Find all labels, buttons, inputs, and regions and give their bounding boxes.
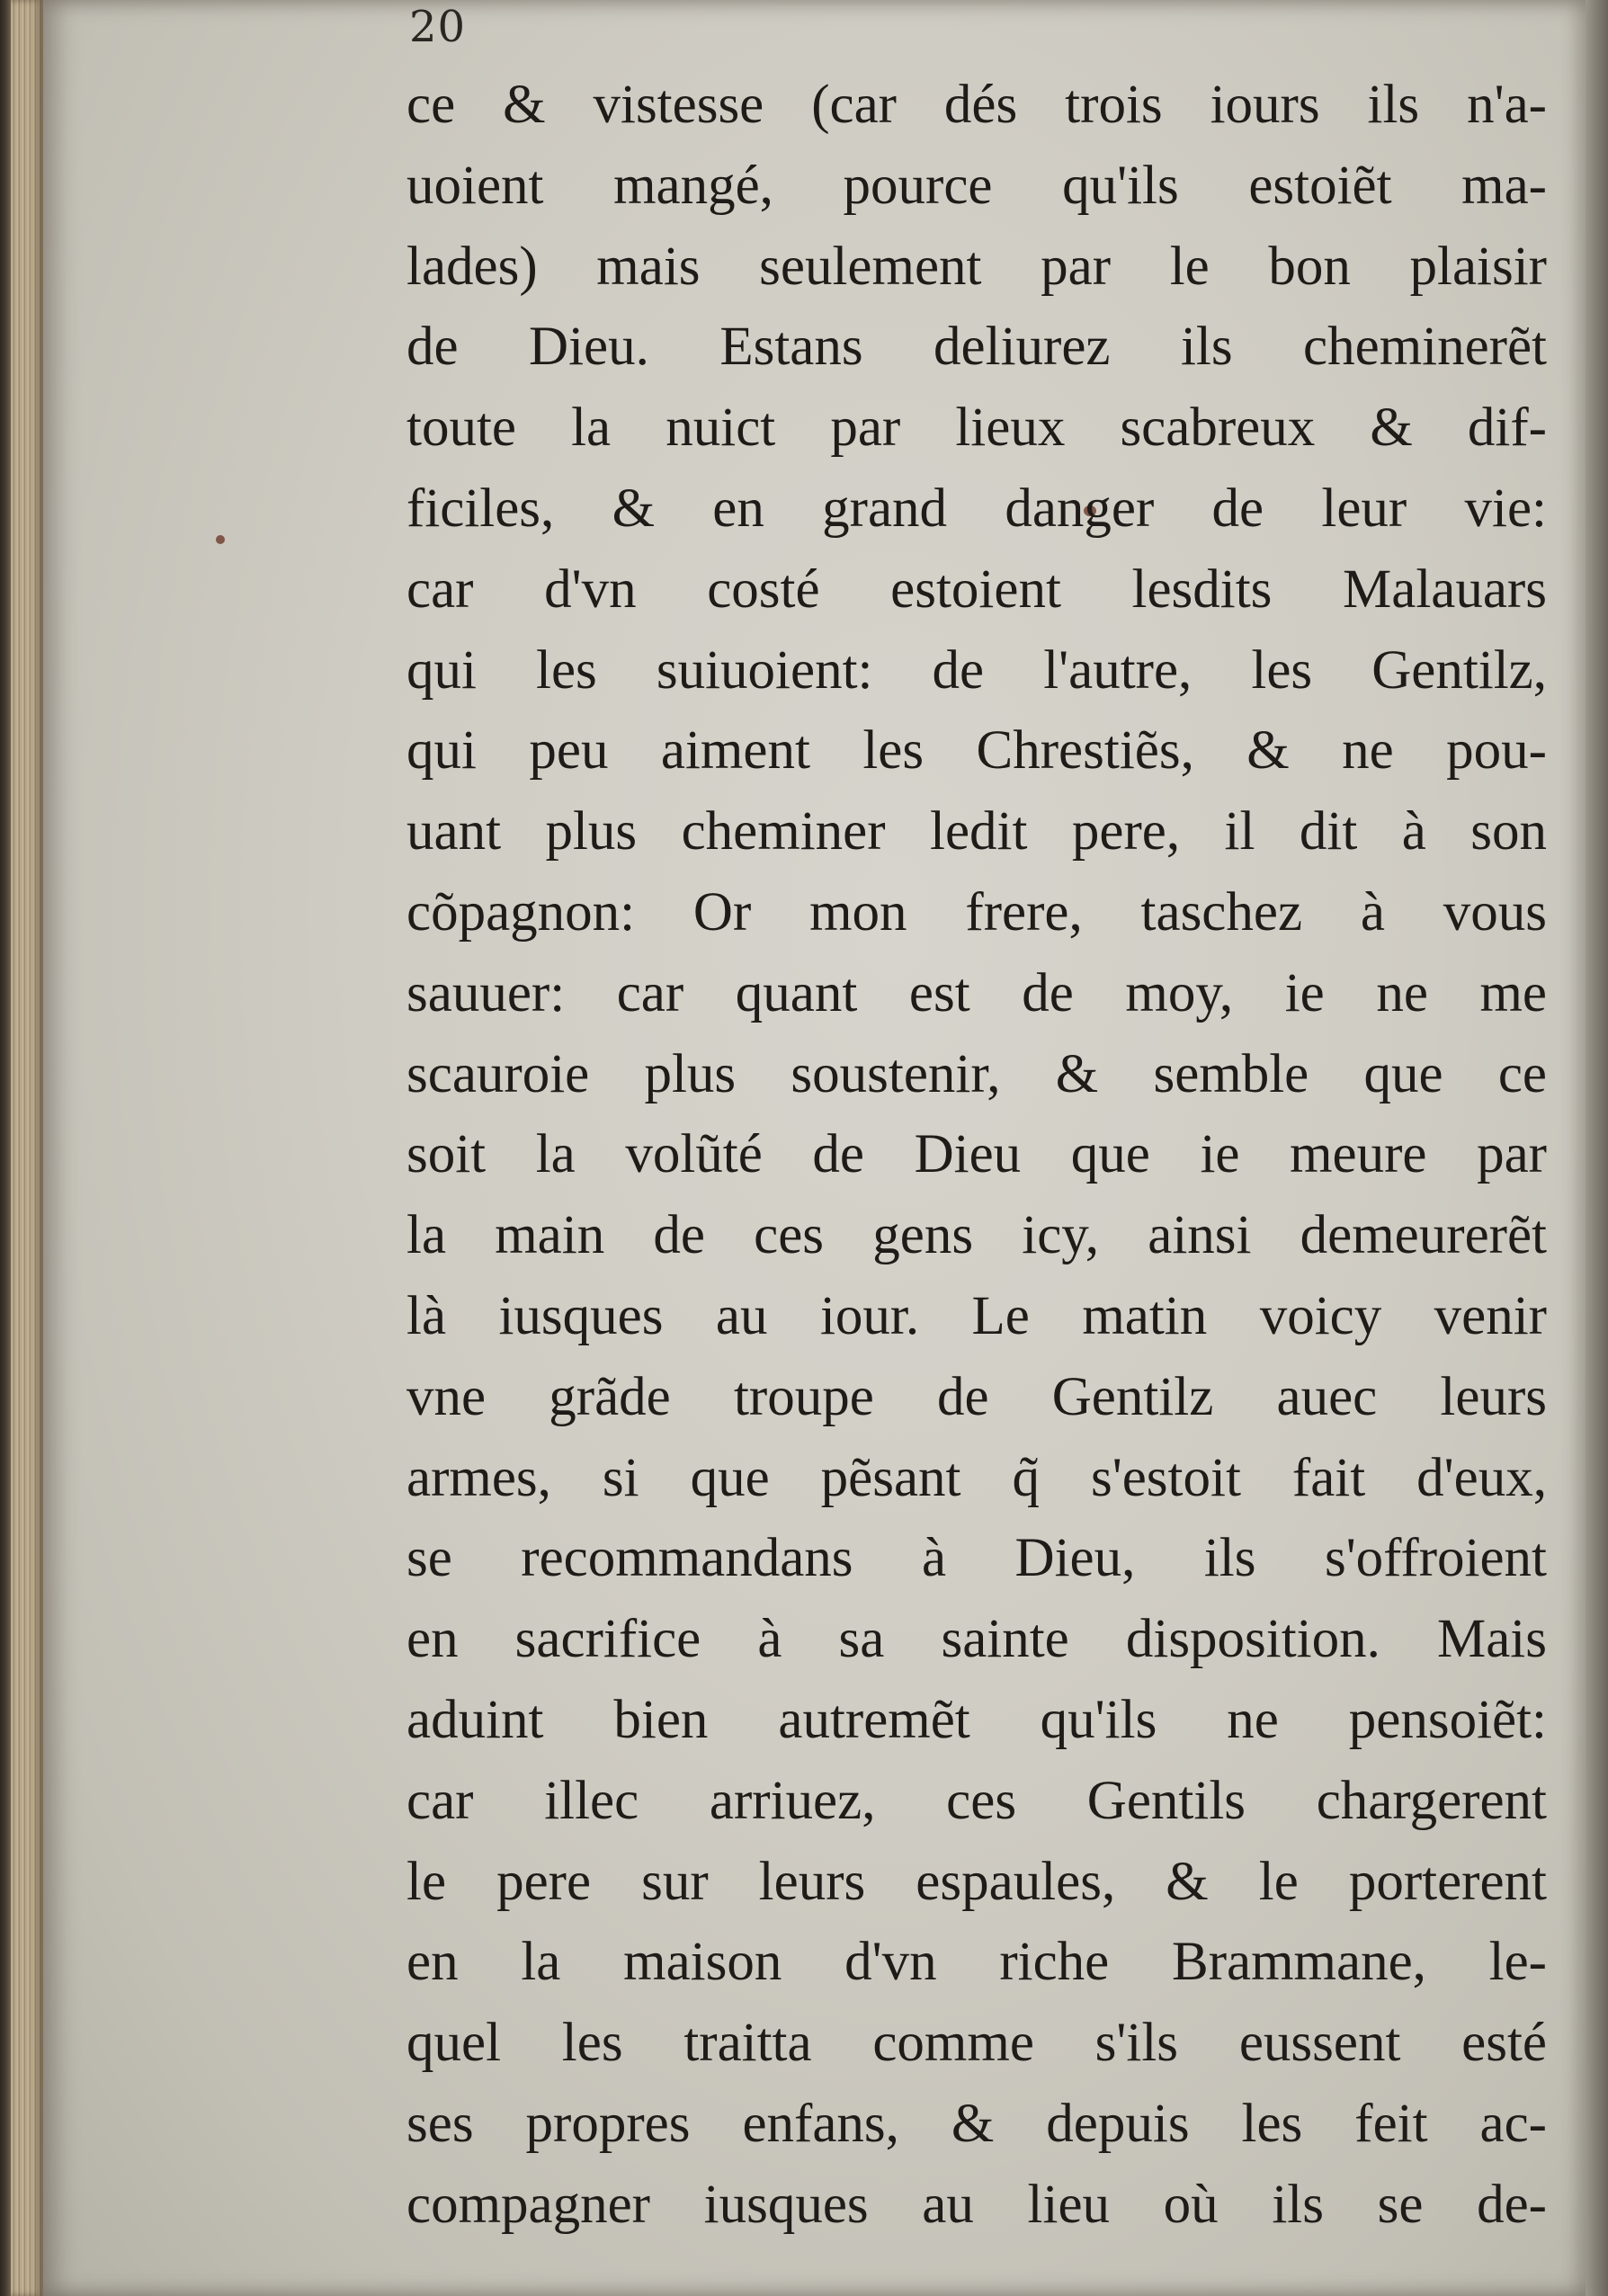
page-right-edge [1586, 0, 1608, 2296]
text-line: car illec arriuez, ces Gentils chargerent [406, 1770, 1547, 1831]
text-line: toute la nuict par lieux scabreux & dif- [406, 398, 1547, 459]
text-line: soit la volũté de Dieu que ie meure par [406, 1124, 1547, 1185]
text-line: quel les traitta comme s'ils eussent esté [406, 2013, 1547, 2074]
text-line: ses propres enfans, & depuis les feit ac- [406, 2093, 1547, 2154]
text-line: vne grãde troupe de Gentilz auec leurs [406, 1366, 1547, 1427]
text-line: lades) mais seulement par le bon plaisir [406, 236, 1547, 297]
text-line: qui peu aiment les Chrestiẽs, & ne pou- [406, 720, 1547, 782]
book-binding [0, 0, 11, 2296]
text-line: compagner iusques au lieu où ils se de- [406, 2174, 1547, 2235]
text-line: sauuer: car quant est de moy, ie ne me [406, 962, 1547, 1023]
text-line: là iusques au iour. Le matin voicy venir [406, 1285, 1547, 1346]
text-line: le pere sur leurs espaules, & le porterent [406, 1851, 1547, 1912]
text-line: qui les suiuoient: de l'autre, les Gentilz, [406, 639, 1547, 701]
text-line: armes, si que pẽsant q̃ s'estoit fait d'eux, [406, 1447, 1547, 1508]
text-line: ce & vistesse (car dés trois iours ils n'a- [406, 75, 1547, 135]
body-text [406, 65, 1547, 2246]
text-line: cõpagnon: Or mon frere, taschez à vous [406, 881, 1547, 943]
text-line: scauroie plus soustenir, & semble que ce [406, 1043, 1547, 1104]
text-line: en sacrifice à sa sainte disposition. Mais [406, 1609, 1547, 1670]
text-line: en la maison d'vn riche Brammane, le- [406, 1932, 1547, 1993]
text-line: ficiles, & en grand danger de leur vie: [406, 478, 1547, 539]
text-line: uoient mangé, pource qu'ils estoiẽt ma- [406, 155, 1547, 216]
text-line: uant plus cheminer ledit pere, il dit à son [406, 801, 1547, 862]
text-line: de Dieu. Estans deliurez ils cheminerẽt [406, 317, 1547, 378]
ink-spot [216, 535, 225, 544]
text-line: car d'vn costé estoient lesdits Malauars [406, 558, 1547, 620]
page-number: 20 [409, 2, 467, 52]
text-line: se recommandans à Dieu, ils s'offroient [406, 1528, 1547, 1589]
text-line: la main de ces gens icy, ainsi demeurerẽt [406, 1205, 1547, 1266]
page-edges [11, 0, 43, 2296]
text-line: aduint bien autremẽt qu'ils ne pensoiẽt: [406, 1689, 1547, 1750]
